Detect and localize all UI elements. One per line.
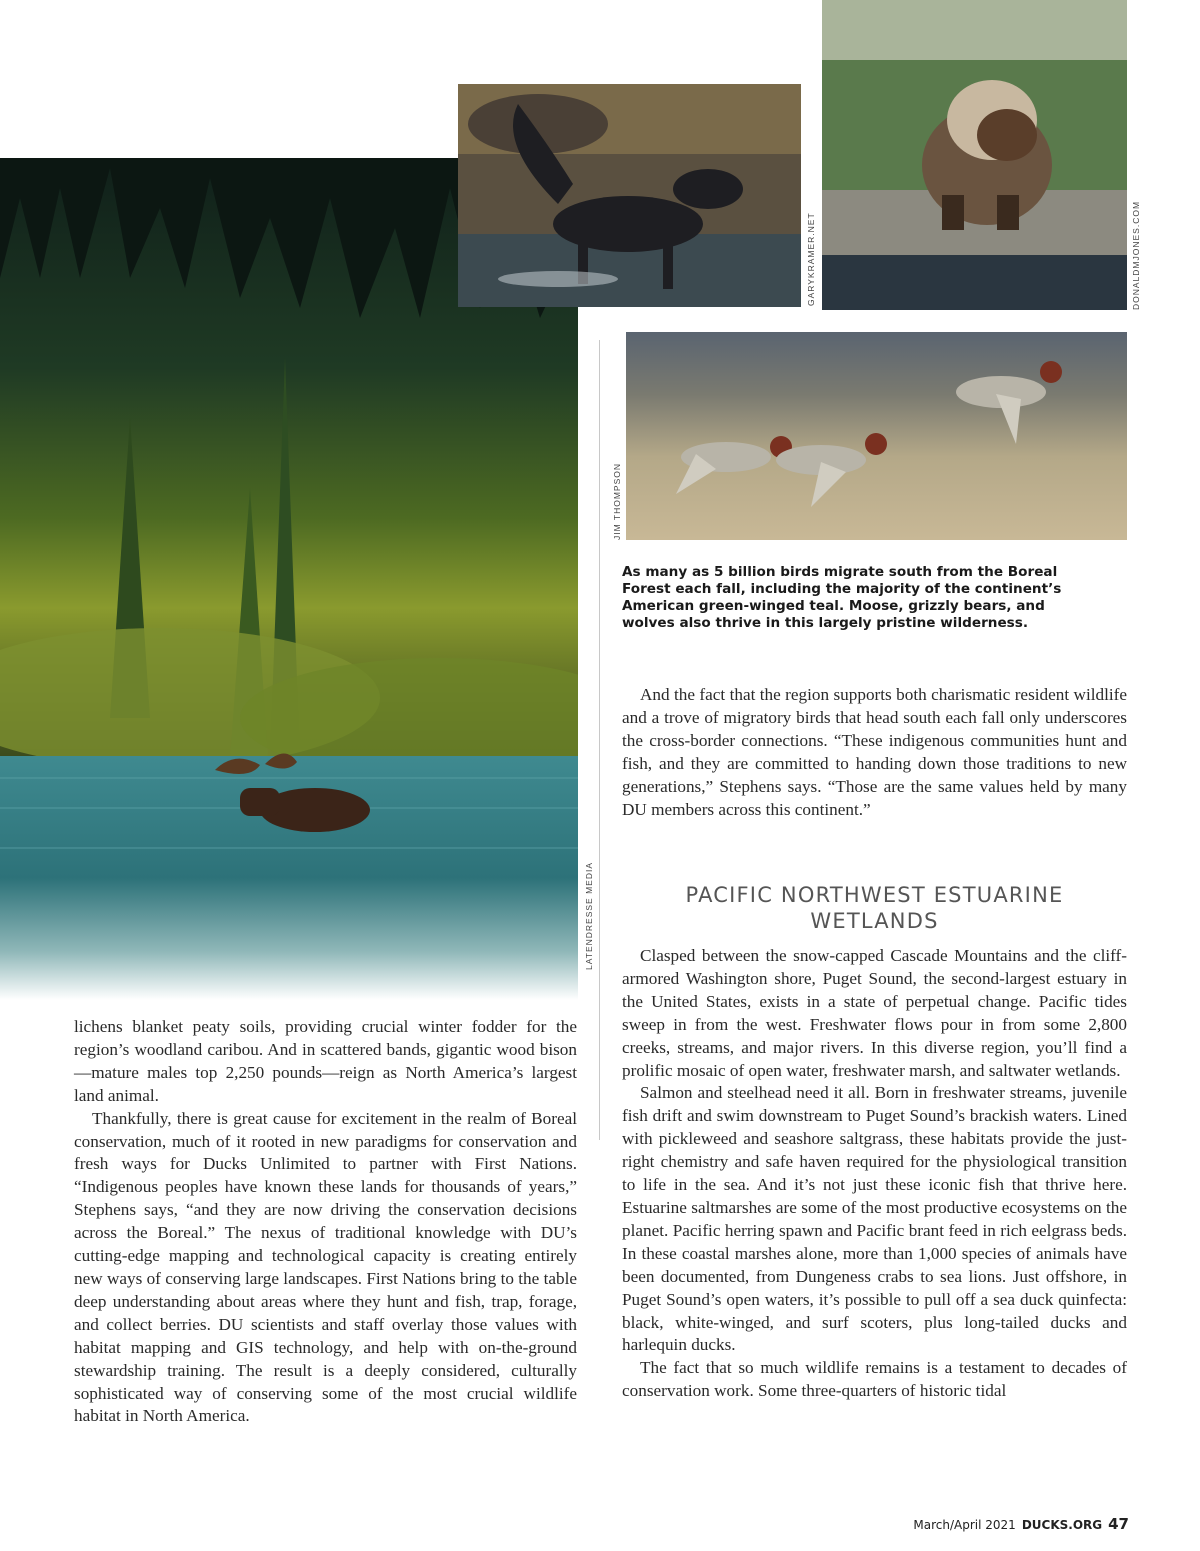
green-winged-teal-photo-icon <box>626 332 1127 540</box>
page-folio <box>913 1515 1129 1533</box>
bear-photo <box>822 0 1127 310</box>
section-heading: PACIFIC NORTHWEST ESTUARINE WETLANDS <box>685 883 1064 933</box>
moose-photo-credit: LATENDRESSE MEDIA <box>584 861 594 970</box>
column-divider <box>599 340 600 1140</box>
wolf-photo-credit: GARYKRAMER.NET <box>806 212 816 306</box>
right-paragraph-2: Salmon and steelhead need it all. Born in freshwater streams, juvenile fish drift and swim downstream to Puget Sound’s brackish waters. Lined with pickleweed and seashore saltgrass, these habitats provide the just-right chemistry and safe haven required for the physiological transition to life in the sea. And it’s not just these iconic fish that thrive here. Estuarine saltmarshes are some of the most productive ecosystems on the planet. Pacific herring spawn and Pacific brant feed in rich eelgrass beds. In these coastal marshes alone, more than 1,000 species of animals have been documented, from Dungeness crabs to sea lions. Just offshore, in Puget Sound’s open waters, it’s possible to pull off a sea duck quinfecta: black, white-winged, and surf scoters, plus long-tailed ducks and harlequin ducks. <box>622 1083 1127 1355</box>
page-number: 47 <box>1108 1515 1129 1533</box>
left-paragraph-1: lichens blanket peaty soils, providing crucial winter fodder for the region’s woodland caribou. And in scattered bands, gigantic wood bison—mature males top 2,250 pounds—reign as North America’s largest land animal. <box>74 1017 577 1105</box>
grizzly-bear-photo-icon <box>822 0 1127 310</box>
right-column-intro <box>622 684 1127 821</box>
right-column-body <box>622 945 1127 1403</box>
right-paragraph-3: The fact that so much wildlife remains is a testament to decades of conservation work. Some three-quarters of historic tidal <box>622 1358 1127 1401</box>
intro-paragraph: And the fact that the region supports both charismatic resident wildlife and a trove of migratory birds that head south each fall only underscores the cross-border connections. “These indigenous communities hunt and fish, and they are committed to handing down those traditions to new generations,” Stephens says. “Those are the same values held by many DU members across this continent.” <box>622 685 1127 819</box>
site-name: DUCKS.ORG <box>1021 1518 1103 1532</box>
photo-caption: As many as 5 billion birds migrate south from the Boreal Forest each fall, including the majority of the continent’s American green-winged teal. Moose, grizzly bears, and wolves also thrive in this largely pristine wilderness. <box>622 564 1062 631</box>
black-wolf-photo-icon <box>458 84 801 307</box>
left-paragraph-2: Thankfully, there is great cause for excitement in the realm of Boreal conservation, much of it rooted in new paradigms for conservation and fresh ways for Ducks Unlimited to partner with First Nations. “Indigenous peoples have known these lands for thousands of years,” Stephens says, “and they are now driving the conservation decisions across the Boreal.” The nexus of traditional knowledge with DU’s cutting-edge mapping and technological capacity is creating entirely new ways of conserving large landscapes. First Nations bring to the table deep understanding about areas where they hunt and fish, trap, forage, and collect berries. DU scientists and staff overlay those values with habitat mapping and GIS technology, and help with on-the-ground stewardship training. The result is a deeply considered, culturally sophisticated way of conserving some of the most crucial wildlife habitat in North America. <box>74 1108 577 1426</box>
teal-photo-credit: JIM THOMPSON <box>612 462 622 540</box>
bear-photo-credit: DONALDMJONES.COM <box>1131 200 1141 310</box>
issue-date: March/April 2021 <box>913 1518 1016 1532</box>
wolf-photo <box>458 84 801 307</box>
right-paragraph-1: Clasped between the snow-capped Cascade Mountains and the cliff-armored Washington shore, Puget Sound, the second-largest estuary in the United States, exists in a state of perpetual change. Pacific tides sweep in from the west. Freshwater flows pour in from some 2,800 creeks, streams, and major rivers. In this diverse region, you’ll find a prolific mosaic of open water, freshwater marsh, and saltwater wetlands. <box>622 946 1127 1080</box>
teal-photo <box>626 332 1127 540</box>
left-column-body <box>74 1016 577 1428</box>
